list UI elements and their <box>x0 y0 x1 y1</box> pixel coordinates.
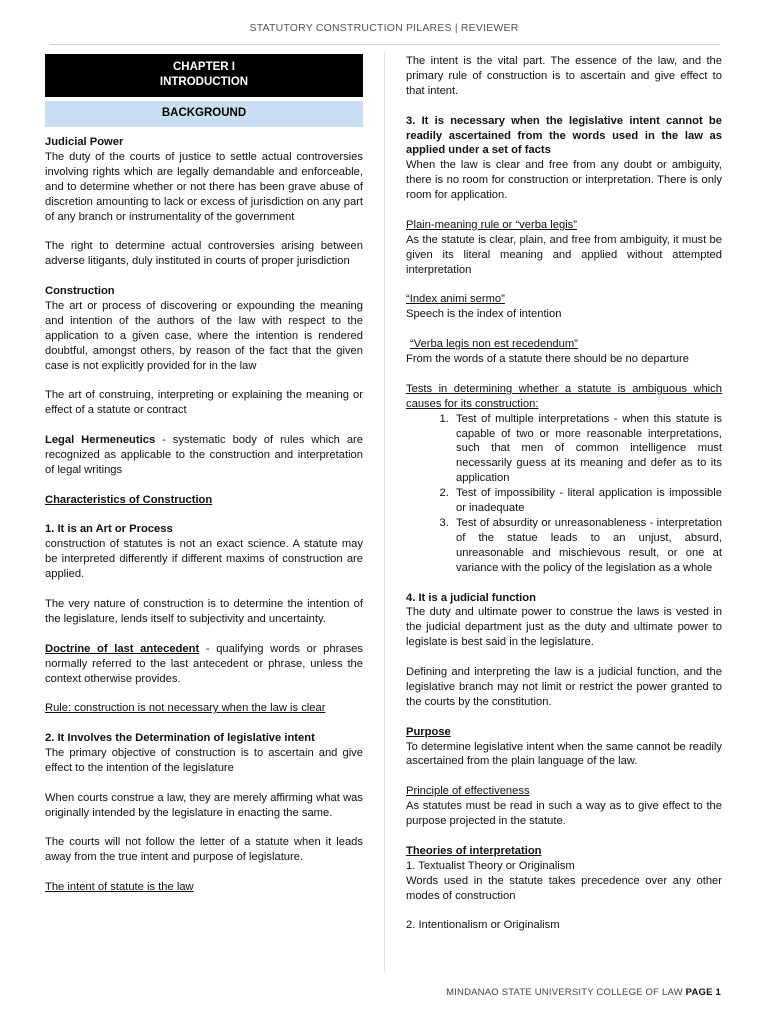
effectiveness-text: As statutes must be read in such a way as to give effect to the purpose projected in the statute. <box>406 800 722 828</box>
doctrine-definition: - qualifying words or phrases normally referred to the last antecedent or phrase, unless the context otherwise provides. <box>45 642 363 685</box>
legislative-intent-title: 2. It Involves the Determination of legislative intent <box>45 732 315 745</box>
theories-title: Theories of interpretation <box>406 844 542 857</box>
legislative-intent-letter: The courts will not follow the letter of a statute when it leads away from the true intent and purpose of legislature. <box>45 836 363 864</box>
theory-intentionalism-title: 2. Intentionalism or Originalism <box>406 919 560 932</box>
construction-art: The art of construing, interpreting or explaining the meaning or effect of a statute or contract <box>45 389 363 417</box>
art-process-nature: The very nature of construction is to determine the intention of the legislature, lends itself to subjectivity and uncertainty. <box>45 597 363 625</box>
intent-is-law: The intent of statute is the law <box>45 881 194 894</box>
art-process-title: 1. It is an Art or Process <box>45 523 173 536</box>
left-column <box>45 54 363 895</box>
hermeneutics-definition: - systematic body of rules which are recognized as applicable to the construction and interpretation of legal writings <box>45 434 363 476</box>
legislative-intent-affirm: When courts construe a law, they are merely affirming what was originally intended by the legislature in enacting the same. <box>45 791 363 819</box>
section-heading-background: BACKGROUND <box>45 101 363 127</box>
page-number: PAGE 1 <box>685 987 721 998</box>
theory-textualist-text: Words used in the statute takes precedence over any other modes of construction <box>406 874 722 902</box>
rule-line: Rule: construction is not necessary when the law is clear <box>45 702 326 715</box>
list-item: 2. Test of impossibility - literal application is impossible or inadequate <box>452 486 722 516</box>
construction-title: Construction <box>45 285 115 298</box>
doctrine-term: Doctrine of last antecedent <box>45 642 200 655</box>
purpose-title: Purpose <box>406 725 451 738</box>
list-item: 1. Test of multiple interpretations - when this statute is capable of two or more reasonable interpretations, such that men of common intelligence must necessarily guess at its meaning and defer as to its application <box>452 412 722 487</box>
right-column <box>406 54 722 933</box>
index-animi-title: “Index animi sermo” <box>406 293 505 306</box>
judicial-power-definition: The duty of the courts of justice to settle actual controversies involving rights which are legally demandable and enforceable, and to determine whether or not there has been grave abuse of discretion amounting to lack or excess of jurisdiction on any part of any branch or instrumentality of the government <box>45 150 363 223</box>
plain-meaning-text: As the statute is clear, plain, and free from ambiguity, it must be given its literal meaning and applied without attempted interpretation <box>406 233 722 276</box>
judicial-function-text: The duty and ultimate power to construe the laws is vested in the judicial department just as the duty and ultimate power to legislate is best said in the legislature. <box>406 606 722 649</box>
header-divider <box>50 44 720 45</box>
list-item: 3. Test of absurdity or unreasonableness - interpretation of the statue leads to an unjust, absurd, unreasonable and mischievous result, or one at variance with the policy of the legislation as a whole <box>452 516 722 576</box>
construction-definition: The art or process of discovering or expounding the meaning and intention of the authors of the law with respect to the application to a given case, where the intention is rendered doubtful, amongst others, by reason of the fact that the given case is not explicitly provided for in the law <box>45 299 363 372</box>
page-footer <box>446 987 721 998</box>
column-divider <box>384 52 385 972</box>
plain-meaning-title: Plain-meaning rule or “verba legis” <box>406 218 577 231</box>
tests-list <box>406 412 722 576</box>
doctrine-last-antecedent <box>45 642 363 687</box>
purpose-text: To determine legislative intent when the same cannot be readily ascertained from the plain language of the law. <box>406 740 722 768</box>
chapter-heading <box>45 54 363 97</box>
running-header: STATUTORY CONSTRUCTION PILARES | REVIEWER <box>249 22 519 34</box>
theory-textualist-title: 1. Textualist Theory or Originalism <box>406 859 575 872</box>
index-animi-text: Speech is the index of intention <box>406 308 562 321</box>
art-process-text: construction of statutes is not an exact science. A statute may be interpreted differently if different maxims of construction are applied. <box>45 538 363 581</box>
chapter-title: INTRODUCTION <box>159 76 249 88</box>
necessary-title: 3. It is necessary when the legislative intent cannot be readily ascertained from the words used in the law as applied under a set of facts <box>406 114 722 157</box>
judicial-power-title: Judicial Power <box>45 136 124 148</box>
legislative-intent-objective: The primary objective of construction is to ascertain and give effect to the intention of the legislature <box>45 747 363 774</box>
effectiveness-title: Principle of effectiveness <box>406 785 530 798</box>
footer-institution: MINDANAO STATE UNIVERSITY COLLEGE OF LAW <box>446 987 686 998</box>
verba-legis-title: “Verba legis non est recedendum” <box>410 338 578 351</box>
legal-hermeneutics <box>45 433 363 478</box>
verba-legis-text: From the words of a statute there should be no departure <box>406 353 689 366</box>
intent-vital-part: The intent is the vital part. The essence of the law, and the primary rule of construction is to ascertain and give effect to that intent. <box>406 55 722 97</box>
judicial-power-right: The right to determine actual controversies arising between adverse litigants, duly instituted in courts of proper jurisdiction <box>45 240 363 268</box>
judicial-function-defining: Defining and interpreting the law is a judicial function, and the legislative branch may not limit or restrict the power granted to the courts by the constitution. <box>406 666 722 708</box>
characteristics-title: Characteristics of Construction <box>45 493 213 506</box>
chapter-number: CHAPTER I <box>173 61 235 73</box>
hermeneutics-term: Legal Hermeneutics <box>45 434 156 447</box>
judicial-function-title: 4. It is a judicial function <box>406 591 536 604</box>
tests-title: Tests in determining whether a statute is ambiguous which causes for its construction: <box>406 382 722 410</box>
necessary-text: When the law is clear and free from any doubt or ambiguity, there is no room for construction or interpretation. There is only room for application. <box>406 159 722 202</box>
